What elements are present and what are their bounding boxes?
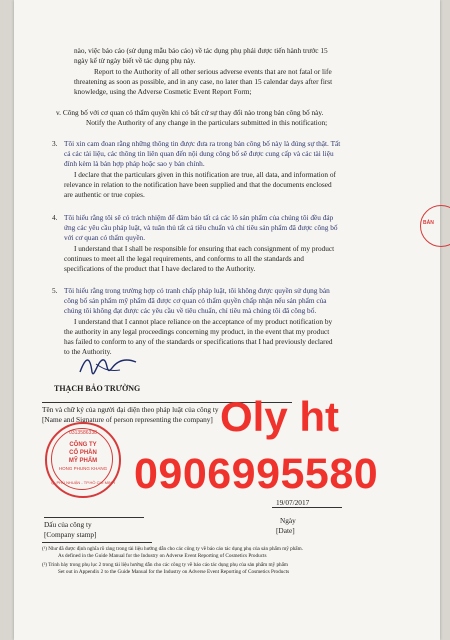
watermark-name: Oly ht bbox=[220, 393, 340, 440]
footnote-2-en: Set out in Appendix 2 to the Guide Manual for the Industry on Adverse Event Reporting of Cosmetics Products bbox=[58, 569, 290, 575]
text-line: I understand that I cannot place reliance on the acceptance of my product notification by bbox=[74, 317, 333, 326]
section-number: 5. bbox=[52, 286, 58, 295]
footnote-rule bbox=[42, 542, 152, 543]
text-line: với cơ quan có thẩm quyền. bbox=[64, 233, 146, 242]
text-line: ứng các yêu cầu pháp luật, và tuân thủ tất cả tiêu chuẩn và chỉ tiêu sản phẩm đã được công bố bbox=[64, 223, 338, 232]
watermark-phone: 0906995580 bbox=[134, 450, 379, 498]
section-number: 3. bbox=[52, 139, 58, 148]
text-line: v. Công bố với cơ quan có thẩm quyền khi có bất cứ sự thay đổi nào trong bản công bố này. bbox=[56, 108, 324, 117]
date-label-vi: Ngày bbox=[280, 516, 296, 525]
stamp-line-rule bbox=[44, 517, 144, 518]
company-stamp bbox=[45, 422, 121, 498]
section-number: 4. bbox=[52, 213, 58, 222]
text-line: to the Authority. bbox=[64, 347, 112, 356]
text-line: I understand that I shall be responsible for ensuring that each consignment of my product bbox=[74, 244, 335, 253]
text-line: the authority in any legal proceedings concerning my product, in the event that my product bbox=[64, 327, 330, 336]
text-line: relevance in relation to the notification have been supplied and that the documents enclosed bbox=[64, 180, 332, 189]
text-line: Tôi hiểu rằng tôi sẽ có trách nhiệm để đảm bảo tất cả các lô sản phẩm của chúng tôi đều đáp bbox=[64, 213, 334, 222]
stamp-bottom-text: Q. PHÚ NHUẬN - TP.HỒ CHÍ MINH bbox=[51, 480, 115, 485]
date-value: 19/07/2017 bbox=[276, 498, 310, 507]
text-line: cả các tài liệu, các thông tin liên quan đến nội dung công bố sẽ được cung cấp và các tài liệu bbox=[64, 149, 334, 158]
text-line: are authentic or true copies. bbox=[64, 190, 145, 199]
text-line: has failed to conform to any of the standards or specifications that I had previously declared bbox=[64, 337, 333, 346]
company-stamp-label-en: [Company stamp] bbox=[44, 530, 97, 539]
text-line: Report to the Authority of all other serious adverse events that are not fatal or life bbox=[94, 67, 332, 76]
stamp-line: MỸ PHẨM bbox=[68, 458, 98, 464]
text-line: Tôi xin cam đoan rằng những thông tin được đưa ra trong bản công bố này là đúng sự thật. Tất bbox=[64, 139, 341, 148]
date-label-en: [Date] bbox=[276, 526, 295, 535]
side-stamp-text: BẢN bbox=[423, 220, 434, 226]
stamp-line: HONG PHUNG KHANG bbox=[58, 466, 108, 471]
text-line: ngày kể từ ngày biết về tác dụng phụ này. bbox=[74, 56, 196, 65]
document-page bbox=[14, 0, 440, 640]
text-line: threatening as soon as possible, and in any case, no later than 15 calendar days after first bbox=[74, 77, 333, 86]
stamp-line: CỔ PHẦN bbox=[69, 450, 97, 456]
text-line: continues to meet all the legal requirements, and conforms to all the standards and bbox=[64, 254, 304, 263]
text-line: Notify the Authority of any change in the particulars submitted in this notification; bbox=[86, 118, 328, 127]
signature-caption-en: [Name and Signature of person representing the company] bbox=[42, 415, 213, 424]
date-line bbox=[272, 507, 342, 508]
text-line: knowledge, using the Adverse Cosmetic Event Report Form; bbox=[74, 87, 252, 96]
text-line: I declare that the particulars given in this notification are true, all data, and information of bbox=[74, 170, 336, 179]
text-line: chúng tôi không đạt được các yêu cầu về tiêu chuẩn, chỉ tiêu mà chúng tôi đã công bố. bbox=[64, 306, 317, 315]
stamp-line: CÔNG TY bbox=[69, 442, 97, 448]
signature-caption-vi: Tên và chữ ký của người đại diện theo pháp luật của công ty bbox=[42, 405, 219, 414]
text-line: nào, việc báo cáo (sử dụng mẫu báo cáo) về tác dụng phụ phải được tiến hành trước 15 bbox=[74, 46, 328, 55]
side-stamp bbox=[420, 205, 450, 247]
text-line: Tôi hiểu rằng trong trường hợp có tranh chấp pháp luật, tôi không được quyền sử dụng bản bbox=[64, 286, 330, 295]
footnote-2-vi: (²) Trình bày trong phụ lục 2 trong tài liệu hướng dẫn cho các công ty về báo cáo tác dụng phụ của sản phẩm mỹ phẩm bbox=[42, 562, 288, 568]
text-line: specifications of the product that I have declared to the Authority. bbox=[64, 264, 256, 273]
signer-name: THẠCH BẢO TRƯỜNG bbox=[54, 384, 141, 393]
text-line: đính kèm là bản hợp pháp hoặc sao y bản chính. bbox=[64, 159, 205, 168]
stamp-top-text: 0313586338 bbox=[69, 430, 97, 436]
footnote-1-en: As defined in the Guide Manual for the Industry on Adverse Event Reporting of Cosmetics Products bbox=[58, 553, 267, 559]
signature-scribble bbox=[76, 350, 146, 382]
text-line: công bố sản phẩm mỹ phẩm đã được cơ quan có thẩm quyền chấp nhận nếu sản phẩm của bbox=[64, 296, 327, 305]
footnote-1-vi: (¹) Như đã được định nghĩa rõ ràng trong tài liệu hướng dẫn cho các công ty về báo cáo tác dụng phụ của sản phẩm mỹ phẩm. bbox=[42, 546, 303, 552]
company-stamp-label-vi: Dấu của công ty bbox=[44, 520, 92, 529]
